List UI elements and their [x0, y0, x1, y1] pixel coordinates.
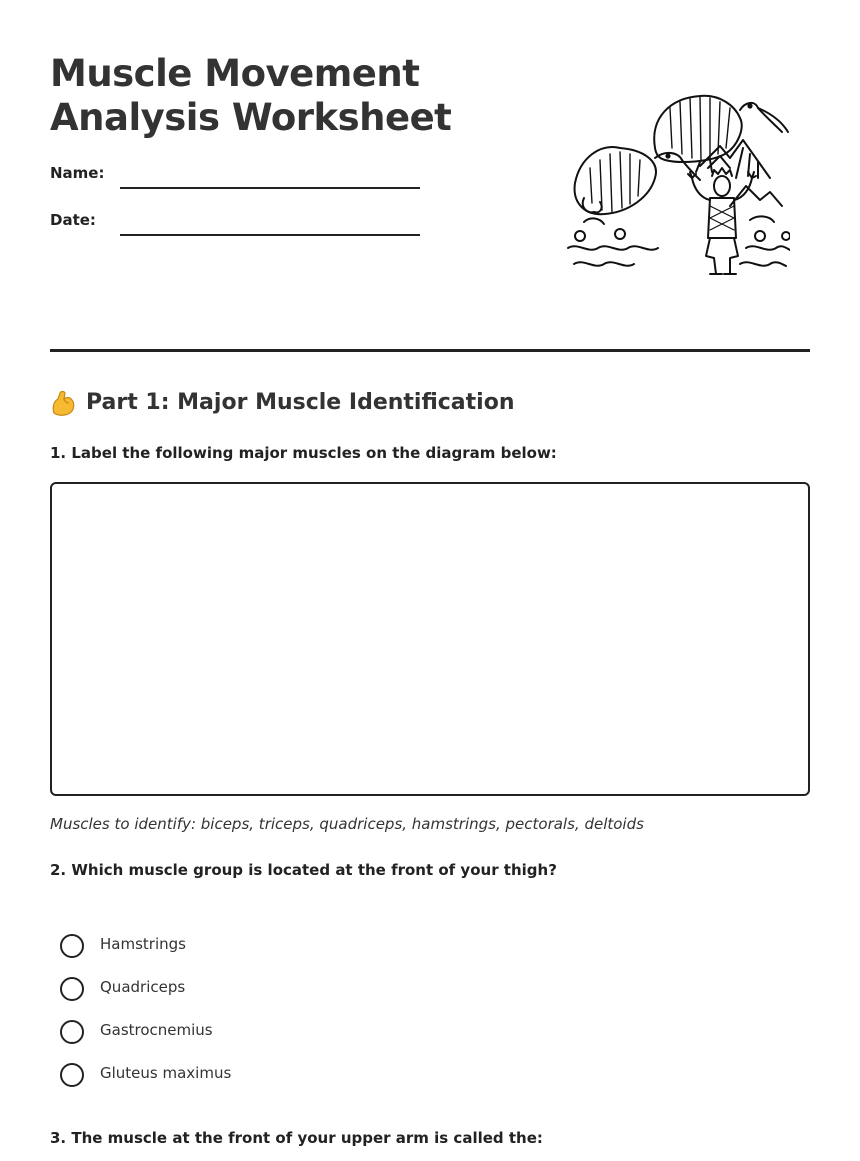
part1-title: Part 1: Major Muscle Identification [86, 390, 515, 415]
radio-button[interactable] [60, 1063, 84, 1087]
question-2-options [60, 925, 460, 1097]
option-gastrocnemius[interactable] [60, 1011, 460, 1054]
question-3: 3. The muscle at the front of your upper arm is called the: [50, 1129, 543, 1147]
name-field[interactable] [50, 160, 420, 188]
radio-button[interactable] [60, 934, 84, 958]
worksheet-title [50, 52, 451, 140]
name-input-line[interactable] [120, 187, 420, 189]
title-line-1: Muscle Movement [50, 52, 420, 95]
radio-button[interactable] [60, 977, 84, 1001]
option-label: Quadriceps [100, 977, 186, 996]
title-line-2: Analysis Worksheet [50, 96, 452, 139]
date-input-line[interactable] [120, 234, 420, 236]
radio-button[interactable] [60, 1020, 84, 1044]
option-hamstrings[interactable] [60, 925, 460, 968]
date-label: Date: [50, 211, 96, 229]
option-label: Hamstrings [100, 934, 186, 953]
option-label: Gluteus maximus [100, 1063, 232, 1082]
option-gluteus-maximus[interactable] [60, 1054, 460, 1097]
muscles-hint: Muscles to identify: biceps, triceps, quadriceps, hamstrings, pectorals, deltoids [50, 815, 644, 833]
part1-heading [50, 388, 514, 418]
muscle-diagram-box[interactable] [50, 482, 810, 796]
option-label: Gastrocnemius [100, 1020, 213, 1039]
header-divider [50, 349, 810, 352]
date-field[interactable] [50, 207, 420, 235]
worksheet-page [50, 0, 810, 1161]
kiwi-birds-and-figure-illustration [560, 88, 790, 288]
question-1: 1. Label the following major muscles on the diagram below: [50, 444, 557, 462]
flexed-biceps-icon [50, 389, 78, 417]
name-label: Name: [50, 164, 105, 182]
option-quadriceps[interactable] [60, 968, 460, 1011]
question-2: 2. Which muscle group is located at the front of your thigh? [50, 861, 557, 879]
